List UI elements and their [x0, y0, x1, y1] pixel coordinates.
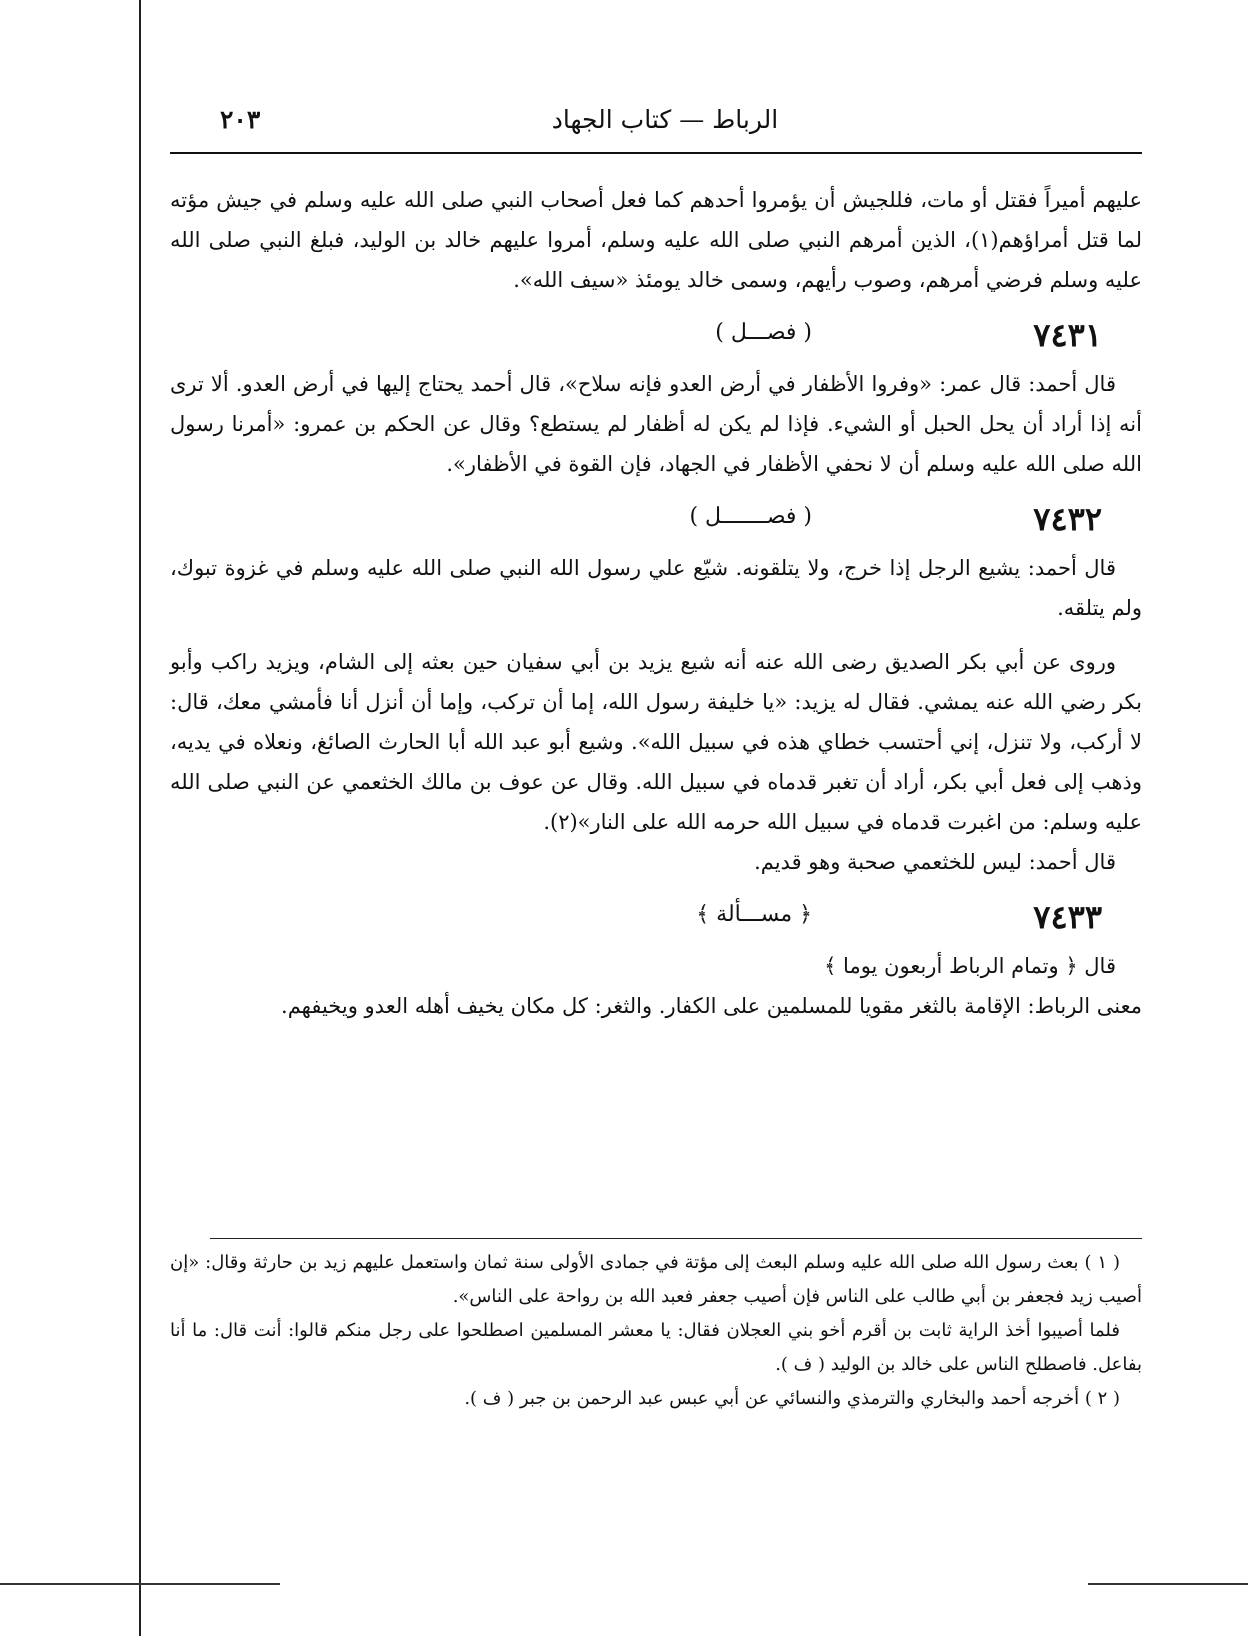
- section-heading-7431: [170, 312, 1142, 364]
- section-title: ( فصـــل ): [715, 320, 812, 345]
- section-heading-7433: [170, 894, 1142, 946]
- section-title: ﴿ مســـألة ﴾: [696, 902, 812, 927]
- footnotes: [170, 1246, 1142, 1416]
- section-number: ٧٤٣١: [1033, 316, 1102, 354]
- paragraph: وروى عن أبي بكر الصديق رضى الله عنه أنه شيع يزيد بن أبي سفيان حين بعثه إلى الشام، ويزيد راكب وأبو بكر رضي الله عنه يمشي. فقال له يزيد: «يا خليفة رسول الله، إما أن تركب، وإما أن أنزل أنا فأمشي معك، قال: لا أركب، ولا تنزل، إني أحتسب خطاي هذه في سبيل الله». وشيع أبو عبد الله أبا الحارث الصائغ، ونعلاه في يديه، وذهب إلى فعل أبي بكر، أراد أن تغبر قدماه في سبيل الله. وقال عن عوف بن مالك الخثعمي عن النبي صلى الله عليه وسلم: من اغبرت قدماه في سبيل الله حرمه الله على النار»(٢).: [170, 650, 1142, 834]
- footnote: فلما أصيبوا أخذ الراية ثابت بن أقرم أخو بني العجلان فقال: يا معشر المسلمين اصطلحوا على رجل منكم قالوا: أنت قال: ما أنا بفاعل. فاصطلح الناس على خالد بن الوليد ( ف ).: [170, 1320, 1142, 1375]
- bottom-edge-line: [0, 1583, 280, 1585]
- section-number: ٧٤٣٢: [1033, 500, 1102, 538]
- section-title: ( فصـــــــل ): [689, 504, 812, 529]
- paragraph: قال أحمد: يشيع الرجل إذا خرج، ولا يتلقونه. شيّع علي رسول الله النبي صلى الله عليه وسلم في غزوة تبوك، ولم يتلقه.: [170, 556, 1142, 620]
- paragraph: قال أحمد: ليس للخثعمي صحبة وهو قديم.: [754, 850, 1116, 874]
- page-number: ٢٠٣: [220, 105, 261, 134]
- footnote: ( ١ ) بعث رسول الله صلى الله عليه وسلم البعث إلى مؤتة في جمادى الأولى سنة ثمان واستعمل عليهم زيد بن حارثة وقال: «إن أصيب زيد فجعفر بن أبي طالب على الناس فإن أصيب جعفر فعبد الله بن رواحة على الناس».: [170, 1252, 1142, 1307]
- running-title: الرباط — كتاب الجهاد: [551, 105, 779, 134]
- page-header: [195, 105, 1135, 145]
- paragraph: قال أحمد: قال عمر: «وفروا الأظفار في أرض العدو فإنه سلاح»، قال أحمد يحتاج إليها في أرض العدو. ألا ترى أنه إذا أراد أن يحل الحبل أو الشيء. فإذا لم يكن له أظفار لم يستطع؟ وقال عن الحكم بن عمرو: «أمرنا رسول الله صلى الله عليه وسلم أن لا نحفي الأظفار في الجهاد، فإن القوة في الأظفار».: [170, 372, 1142, 476]
- footnote-rule: [210, 1238, 1142, 1239]
- binding-line: [139, 0, 141, 1636]
- section-number: ٧٤٣٣: [1033, 898, 1102, 936]
- footnote: ( ٢ ) أخرجه أحمد والبخاري والترمذي والنسائي عن أبي عبس عبد الرحمن بن جبر ( ف ).: [464, 1388, 1120, 1409]
- section-heading-7432: [170, 496, 1142, 548]
- paragraph: معنى الرباط: الإقامة بالثغر مقويا للمسلمين على الكفار. والثغر: كل مكان يخيف أهله العدو ويخيفهم.: [281, 994, 1142, 1018]
- main-text: [170, 180, 1142, 1026]
- paragraph: قال ﴿ وتمام الرباط أربعون يوما ﴾: [824, 954, 1116, 978]
- intro-paragraph: عليهم أميراً فقتل أو مات، فللجيش أن يؤمروا أحدهم كما فعل أصحاب النبي صلى الله عليه وسلم في جيش مؤته لما قتل أمراؤهم(١)، الذين أمرهم النبي صلى الله عليه وسلم، أمروا عليهم خالد بن الوليد، فبلغ النبي صلى الله عليه وسلم فرضي أمرهم، وصوب رأيهم، وسمى خالد يومئذ «سيف الله».: [170, 188, 1142, 292]
- bottom-edge-line: [1088, 1583, 1248, 1585]
- header-rule: [170, 152, 1142, 154]
